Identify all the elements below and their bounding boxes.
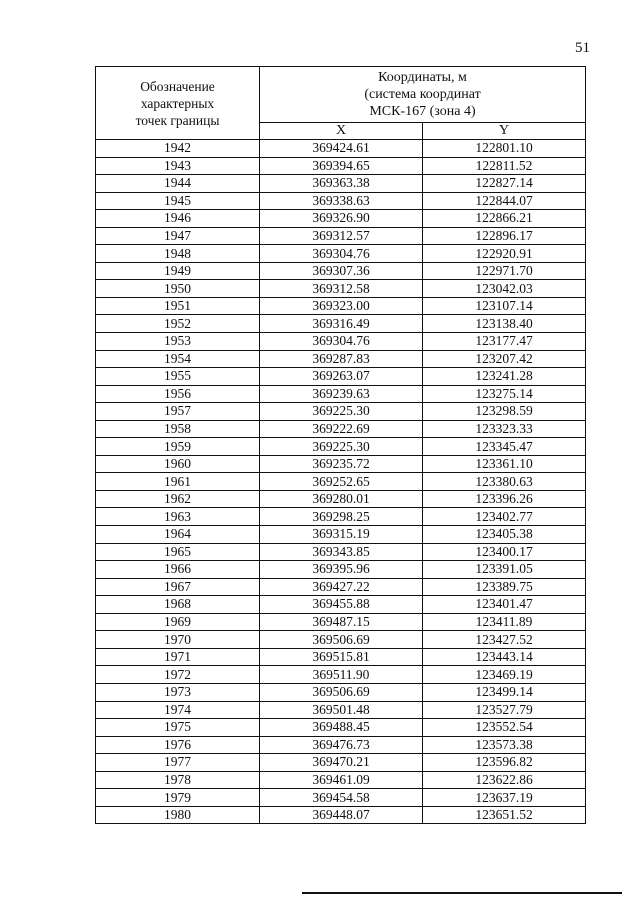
point-id-cell: 1949 (96, 262, 260, 280)
y-coordinate-cell: 123651.52 (423, 806, 586, 824)
table-row (96, 543, 586, 561)
table-row (96, 315, 586, 333)
y-coordinate-cell: 123389.75 (423, 578, 586, 596)
point-id-cell: 1965 (96, 543, 260, 561)
table-row (96, 666, 586, 684)
x-coordinate-cell: 369307.36 (260, 262, 423, 280)
point-id-cell: 1964 (96, 526, 260, 544)
y-coordinate-cell: 123402.77 (423, 508, 586, 526)
table-row (96, 280, 586, 298)
header-y: Y (423, 122, 586, 139)
x-coordinate-cell: 369501.48 (260, 701, 423, 719)
x-coordinate-cell: 369424.61 (260, 140, 423, 158)
y-coordinate-cell: 122866.21 (423, 210, 586, 228)
x-coordinate-cell: 369448.07 (260, 806, 423, 824)
y-coordinate-cell: 123396.26 (423, 490, 586, 508)
point-id-cell: 1947 (96, 227, 260, 245)
point-id-cell: 1946 (96, 210, 260, 228)
y-coordinate-cell: 123207.42 (423, 350, 586, 368)
table-row (96, 385, 586, 403)
x-coordinate-cell: 369323.00 (260, 297, 423, 315)
table-header (96, 67, 586, 140)
point-id-cell: 1970 (96, 631, 260, 649)
table-row (96, 490, 586, 508)
point-id-cell: 1973 (96, 683, 260, 701)
x-coordinate-cell: 369394.65 (260, 157, 423, 175)
x-coordinate-cell: 369511.90 (260, 666, 423, 684)
x-coordinate-cell: 369280.01 (260, 490, 423, 508)
table-row (96, 403, 586, 421)
y-coordinate-cell: 123622.86 (423, 771, 586, 789)
y-coordinate-cell: 123391.05 (423, 561, 586, 579)
table-row (96, 210, 586, 228)
point-id-cell: 1955 (96, 368, 260, 386)
table-row (96, 140, 586, 158)
point-id-cell: 1959 (96, 438, 260, 456)
x-coordinate-cell: 369488.45 (260, 719, 423, 737)
point-id-cell: 1972 (96, 666, 260, 684)
point-id-cell: 1974 (96, 701, 260, 719)
table-row (96, 719, 586, 737)
point-id-cell: 1951 (96, 297, 260, 315)
x-coordinate-cell: 369470.21 (260, 754, 423, 772)
x-coordinate-cell: 369315.19 (260, 526, 423, 544)
x-coordinate-cell: 369239.63 (260, 385, 423, 403)
table-row (96, 368, 586, 386)
point-id-cell: 1980 (96, 806, 260, 824)
x-coordinate-cell: 369304.76 (260, 245, 423, 263)
table-row (96, 333, 586, 351)
y-coordinate-cell: 123107.14 (423, 297, 586, 315)
point-id-cell: 1954 (96, 350, 260, 368)
y-coordinate-cell: 123527.79 (423, 701, 586, 719)
x-coordinate-cell: 369287.83 (260, 350, 423, 368)
point-id-cell: 1969 (96, 613, 260, 631)
y-coordinate-cell: 123411.89 (423, 613, 586, 631)
point-id-cell: 1953 (96, 333, 260, 351)
x-coordinate-cell: 369454.58 (260, 789, 423, 807)
y-coordinate-cell: 123323.33 (423, 420, 586, 438)
point-id-cell: 1952 (96, 315, 260, 333)
table-row (96, 683, 586, 701)
y-coordinate-cell: 122896.17 (423, 227, 586, 245)
y-coordinate-cell: 122801.10 (423, 140, 586, 158)
point-id-cell: 1942 (96, 140, 260, 158)
header-x: X (260, 122, 423, 139)
table-row (96, 561, 586, 579)
point-id-cell: 1944 (96, 175, 260, 193)
y-coordinate-cell: 123241.28 (423, 368, 586, 386)
point-id-cell: 1948 (96, 245, 260, 263)
point-id-cell: 1977 (96, 754, 260, 772)
y-coordinate-cell: 122811.52 (423, 157, 586, 175)
point-id-cell: 1962 (96, 490, 260, 508)
x-coordinate-cell: 369506.69 (260, 683, 423, 701)
x-coordinate-cell: 369506.69 (260, 631, 423, 649)
point-id-cell: 1976 (96, 736, 260, 754)
table-row (96, 175, 586, 193)
x-coordinate-cell: 369455.88 (260, 596, 423, 614)
point-id-cell: 1968 (96, 596, 260, 614)
coordinates-table (95, 66, 586, 824)
y-coordinate-cell: 122971.70 (423, 262, 586, 280)
y-coordinate-cell: 123177.47 (423, 333, 586, 351)
point-id-cell: 1975 (96, 719, 260, 737)
table-row (96, 245, 586, 263)
header-coordinates: Координаты, м (система координат МСК-167 (зона 4) (260, 67, 586, 123)
y-coordinate-cell: 123380.63 (423, 473, 586, 491)
y-coordinate-cell: 123427.52 (423, 631, 586, 649)
x-coordinate-cell: 369222.69 (260, 420, 423, 438)
point-id-cell: 1961 (96, 473, 260, 491)
x-coordinate-cell: 369225.30 (260, 438, 423, 456)
x-coordinate-cell: 369326.90 (260, 210, 423, 228)
table-row (96, 227, 586, 245)
table-row (96, 157, 586, 175)
table-row (96, 613, 586, 631)
x-coordinate-cell: 369263.07 (260, 368, 423, 386)
header-point-designation: Обозначение характерных точек границы (96, 67, 260, 140)
x-coordinate-cell: 369225.30 (260, 403, 423, 421)
table-row (96, 771, 586, 789)
x-coordinate-cell: 369252.65 (260, 473, 423, 491)
point-id-cell: 1967 (96, 578, 260, 596)
y-coordinate-cell: 122827.14 (423, 175, 586, 193)
table-row (96, 648, 586, 666)
y-coordinate-cell: 122844.07 (423, 192, 586, 210)
y-coordinate-cell: 123275.14 (423, 385, 586, 403)
table-row (96, 473, 586, 491)
x-coordinate-cell: 369363.38 (260, 175, 423, 193)
table-row (96, 701, 586, 719)
table-row (96, 262, 586, 280)
x-coordinate-cell: 369316.49 (260, 315, 423, 333)
table-row (96, 438, 586, 456)
y-coordinate-cell: 123298.59 (423, 403, 586, 421)
point-id-cell: 1950 (96, 280, 260, 298)
point-id-cell: 1943 (96, 157, 260, 175)
table-row (96, 754, 586, 772)
x-coordinate-cell: 369461.09 (260, 771, 423, 789)
table-body (96, 140, 586, 824)
x-coordinate-cell: 369487.15 (260, 613, 423, 631)
table-row (96, 631, 586, 649)
y-coordinate-cell: 123573.38 (423, 736, 586, 754)
x-coordinate-cell: 369476.73 (260, 736, 423, 754)
table-row (96, 420, 586, 438)
y-coordinate-cell: 123400.17 (423, 543, 586, 561)
point-id-cell: 1945 (96, 192, 260, 210)
table-row (96, 806, 586, 824)
x-coordinate-cell: 369427.22 (260, 578, 423, 596)
x-coordinate-cell: 369395.96 (260, 561, 423, 579)
point-id-cell: 1971 (96, 648, 260, 666)
table-row (96, 192, 586, 210)
x-coordinate-cell: 369515.81 (260, 648, 423, 666)
x-coordinate-cell: 369343.85 (260, 543, 423, 561)
table-row (96, 596, 586, 614)
y-coordinate-cell: 123401.47 (423, 596, 586, 614)
table-row (96, 789, 586, 807)
y-coordinate-cell: 123361.10 (423, 455, 586, 473)
x-coordinate-cell: 369312.57 (260, 227, 423, 245)
point-id-cell: 1966 (96, 561, 260, 579)
y-coordinate-cell: 123138.40 (423, 315, 586, 333)
point-id-cell: 1979 (96, 789, 260, 807)
y-coordinate-cell: 123469.19 (423, 666, 586, 684)
table-row (96, 297, 586, 315)
point-id-cell: 1963 (96, 508, 260, 526)
y-coordinate-cell: 123405.38 (423, 526, 586, 544)
y-coordinate-cell: 123596.82 (423, 754, 586, 772)
point-id-cell: 1957 (96, 403, 260, 421)
page-number: 51 (575, 40, 590, 56)
footer-divider (302, 892, 622, 894)
y-coordinate-cell: 123042.03 (423, 280, 586, 298)
x-coordinate-cell: 369338.63 (260, 192, 423, 210)
table-row (96, 455, 586, 473)
point-id-cell: 1958 (96, 420, 260, 438)
point-id-cell: 1956 (96, 385, 260, 403)
x-coordinate-cell: 369304.76 (260, 333, 423, 351)
y-coordinate-cell: 123552.54 (423, 719, 586, 737)
table-row (96, 526, 586, 544)
y-coordinate-cell: 123499.14 (423, 683, 586, 701)
y-coordinate-cell: 123443.14 (423, 648, 586, 666)
table-row (96, 578, 586, 596)
table-row (96, 736, 586, 754)
x-coordinate-cell: 369235.72 (260, 455, 423, 473)
table-row (96, 350, 586, 368)
y-coordinate-cell: 122920.91 (423, 245, 586, 263)
point-id-cell: 1960 (96, 455, 260, 473)
x-coordinate-cell: 369298.25 (260, 508, 423, 526)
x-coordinate-cell: 369312.58 (260, 280, 423, 298)
y-coordinate-cell: 123345.47 (423, 438, 586, 456)
point-id-cell: 1978 (96, 771, 260, 789)
y-coordinate-cell: 123637.19 (423, 789, 586, 807)
table-row (96, 508, 586, 526)
